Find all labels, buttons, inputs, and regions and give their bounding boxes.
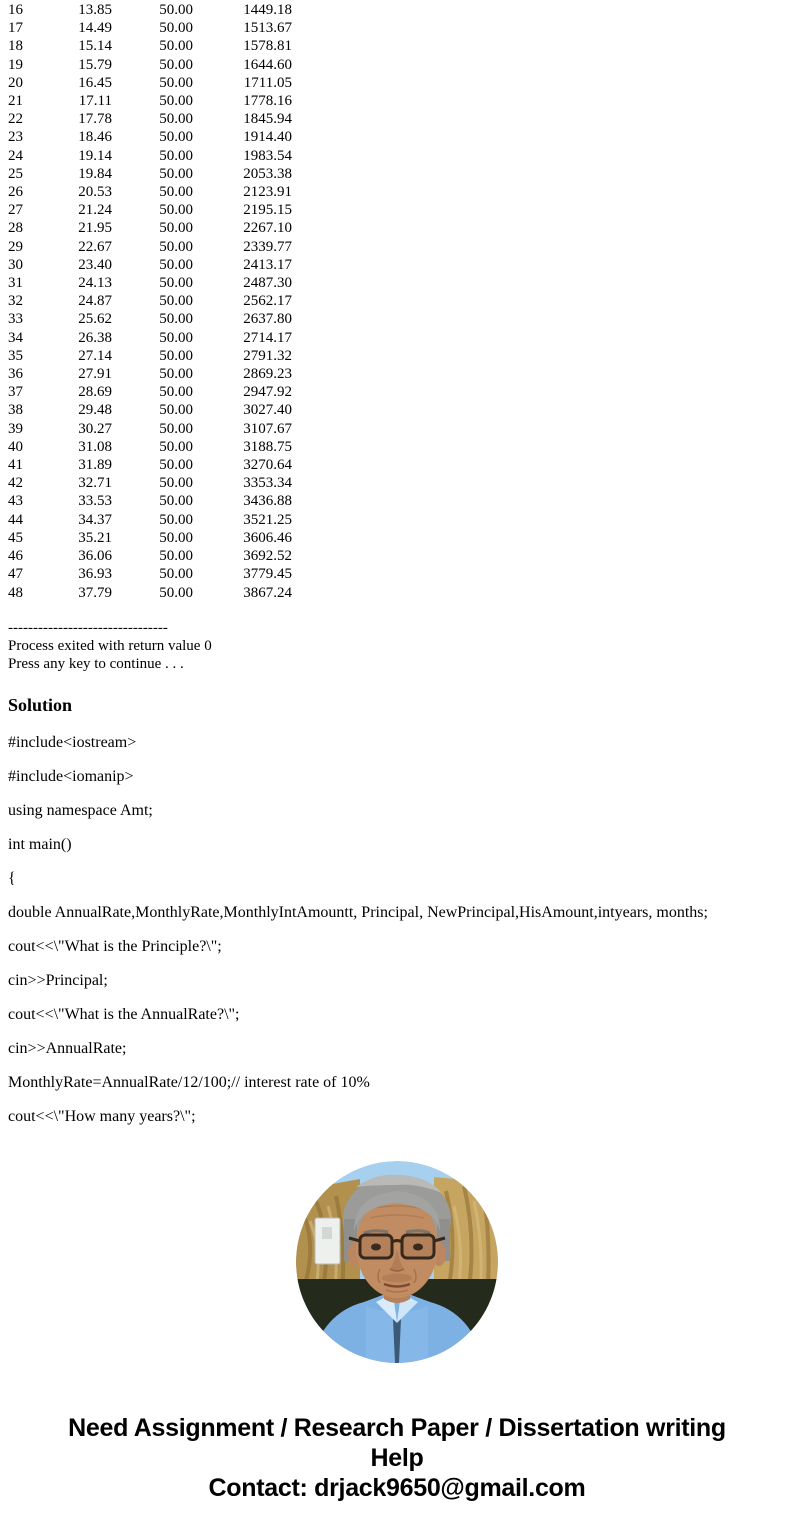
cell-deposit: 50.00	[159, 511, 193, 528]
cell-balance: 2267.10	[243, 220, 292, 237]
table-row	[8, 329, 794, 347]
table-row	[8, 201, 794, 219]
continue-message: Press any key to continue . . .	[8, 656, 184, 673]
cell-interest: 34.37	[78, 511, 112, 528]
cell-balance: 2413.17	[243, 256, 292, 273]
cell-month: 17	[8, 20, 23, 37]
cell-deposit: 50.00	[159, 74, 193, 91]
cell-interest: 29.48	[78, 402, 112, 419]
cell-interest: 14.49	[78, 20, 112, 37]
cell-balance: 1845.94	[243, 111, 292, 128]
code-line: cin>>Principal;	[8, 972, 108, 990]
cell-balance: 2123.91	[243, 184, 292, 201]
cell-month: 21	[8, 93, 23, 110]
cell-interest: 31.08	[78, 438, 112, 455]
cell-month: 37	[8, 384, 23, 401]
cell-month: 40	[8, 438, 23, 455]
table-row	[8, 584, 794, 602]
cell-balance: 3107.67	[243, 420, 292, 437]
table-row	[8, 365, 794, 383]
author-photo-illustration	[296, 1161, 498, 1363]
cell-interest: 22.67	[78, 238, 112, 255]
cell-deposit: 50.00	[159, 129, 193, 146]
table-row	[8, 56, 794, 74]
footer-cta	[47, 1413, 747, 1503]
cell-balance: 2339.77	[243, 238, 292, 255]
code-line: {	[8, 870, 16, 888]
cell-interest: 23.40	[78, 256, 112, 273]
table-row	[8, 92, 794, 110]
cell-deposit: 50.00	[159, 457, 193, 474]
cell-month: 24	[8, 147, 23, 164]
cell-balance: 3779.45	[243, 566, 292, 583]
cell-interest: 36.06	[78, 548, 112, 565]
cell-balance: 3436.88	[243, 493, 292, 510]
table-row	[8, 565, 794, 583]
cell-month: 18	[8, 38, 23, 55]
cell-interest: 31.89	[78, 457, 112, 474]
cell-month: 25	[8, 165, 23, 182]
cell-deposit: 50.00	[159, 220, 193, 237]
cell-month: 33	[8, 311, 23, 328]
code-line: cout<<\"What is the Principle?\";	[8, 938, 222, 956]
cell-deposit: 50.00	[159, 420, 193, 437]
table-row	[8, 274, 794, 292]
cell-balance: 1644.60	[243, 56, 292, 73]
cell-deposit: 50.00	[159, 20, 193, 37]
table-row	[8, 219, 794, 237]
cell-month: 36	[8, 366, 23, 383]
cell-month: 20	[8, 74, 23, 91]
cell-deposit: 50.00	[159, 311, 193, 328]
amortization-table	[8, 1, 794, 602]
code-line: using namespace Amt;	[8, 802, 153, 820]
table-row	[8, 383, 794, 401]
cell-deposit: 50.00	[159, 493, 193, 510]
code-line: int main()	[8, 836, 72, 854]
cta-heading: Need Assignment / Research Paper / Dissertation writing Help	[68, 1414, 726, 1473]
cell-balance: 1578.81	[243, 38, 292, 55]
table-row	[8, 401, 794, 419]
cell-month: 47	[8, 566, 23, 583]
cell-month: 44	[8, 511, 23, 528]
cell-deposit: 50.00	[159, 256, 193, 273]
cell-interest: 36.93	[78, 566, 112, 583]
cell-deposit: 50.00	[159, 438, 193, 455]
cell-deposit: 50.00	[159, 566, 193, 583]
cell-balance: 3027.40	[243, 402, 292, 419]
table-row	[8, 128, 794, 146]
console-output	[0, 0, 794, 673]
cell-deposit: 50.00	[159, 475, 193, 492]
cell-month: 46	[8, 548, 23, 565]
cell-balance: 3270.64	[243, 457, 292, 474]
table-row	[8, 292, 794, 310]
cell-month: 38	[8, 402, 23, 419]
cell-month: 22	[8, 111, 23, 128]
cell-balance: 2947.92	[243, 384, 292, 401]
cell-interest: 25.62	[78, 311, 112, 328]
table-row	[8, 110, 794, 128]
cell-interest: 28.69	[78, 384, 112, 401]
cell-deposit: 50.00	[159, 111, 193, 128]
table-row	[8, 492, 794, 510]
table-row	[8, 547, 794, 565]
cell-interest: 30.27	[78, 420, 112, 437]
cell-deposit: 50.00	[159, 548, 193, 565]
cell-month: 29	[8, 238, 23, 255]
table-row	[8, 438, 794, 456]
cell-interest: 21.24	[78, 202, 112, 219]
cell-balance: 3692.52	[243, 548, 292, 565]
table-row	[8, 183, 794, 201]
table-row	[8, 37, 794, 55]
cell-balance: 1983.54	[243, 147, 292, 164]
table-row	[8, 310, 794, 328]
cell-deposit: 50.00	[159, 347, 193, 364]
cell-deposit: 50.00	[159, 584, 193, 601]
cell-deposit: 50.00	[159, 184, 193, 201]
code-line: #include<iostream>	[8, 734, 137, 752]
table-row	[8, 147, 794, 165]
cell-month: 28	[8, 220, 23, 237]
table-row	[8, 456, 794, 474]
cell-balance: 1914.40	[243, 129, 292, 146]
cell-interest: 17.11	[78, 93, 112, 110]
code-line: double AnnualRate,MonthlyRate,MonthlyIntAmountt, Principal, NewPrincipal,HisAmount,intyears, months;	[8, 904, 708, 922]
cell-balance: 2487.30	[243, 275, 292, 292]
table-row	[8, 256, 794, 274]
cell-month: 45	[8, 529, 23, 546]
cell-interest: 27.91	[78, 366, 112, 383]
cell-month: 43	[8, 493, 23, 510]
cell-month: 35	[8, 347, 23, 364]
cell-balance: 3867.24	[243, 584, 292, 601]
cell-balance: 2791.32	[243, 347, 292, 364]
code-line: cout<<\"How many years?\";	[8, 1108, 196, 1126]
console-tail	[8, 619, 794, 674]
solution-heading: Solution	[8, 695, 73, 716]
cell-balance: 1449.18	[243, 2, 292, 18]
cell-interest: 27.14	[78, 347, 112, 364]
cell-deposit: 50.00	[159, 329, 193, 346]
cell-balance: 3606.46	[243, 529, 292, 546]
code-line: cin>>AnnualRate;	[8, 1040, 127, 1058]
cell-deposit: 50.00	[159, 165, 193, 182]
cell-interest: 17.78	[78, 111, 112, 128]
exit-message: Process exited with return value 0	[8, 637, 212, 654]
cell-interest: 26.38	[78, 329, 112, 346]
cell-deposit: 50.00	[159, 202, 193, 219]
cell-balance: 2053.38	[243, 165, 292, 182]
cell-interest: 21.95	[78, 220, 112, 237]
code-line: MonthlyRate=AnnualRate/12/100;// interest rate of 10%	[8, 1074, 370, 1092]
cell-interest: 35.21	[78, 529, 112, 546]
cell-deposit: 50.00	[159, 56, 193, 73]
cell-interest: 37.79	[78, 584, 112, 601]
code-line: #include<iomanip>	[8, 768, 134, 786]
cell-deposit: 50.00	[159, 366, 193, 383]
table-row	[8, 529, 794, 547]
code-block	[0, 733, 794, 1126]
cell-deposit: 50.00	[159, 384, 193, 401]
cell-month: 32	[8, 293, 23, 310]
cell-interest: 19.84	[78, 165, 112, 182]
table-row	[8, 511, 794, 529]
cell-month: 30	[8, 256, 23, 273]
table-row	[8, 347, 794, 365]
cell-interest: 15.14	[78, 38, 112, 55]
author-avatar	[296, 1161, 498, 1363]
cell-deposit: 50.00	[159, 147, 193, 164]
cell-balance: 1513.67	[243, 20, 292, 37]
cell-month: 19	[8, 56, 23, 73]
cell-interest: 24.87	[78, 293, 112, 310]
cell-interest: 19.14	[78, 147, 112, 164]
cell-month: 39	[8, 420, 23, 437]
table-row	[8, 474, 794, 492]
avatar-wrap	[0, 1161, 794, 1363]
cell-interest: 24.13	[78, 275, 112, 292]
cell-interest: 20.53	[78, 184, 112, 201]
cell-deposit: 50.00	[159, 238, 193, 255]
cell-balance: 1711.05	[243, 74, 292, 91]
cell-month: 31	[8, 275, 23, 292]
cell-interest: 16.45	[78, 74, 112, 91]
cell-interest: 33.53	[78, 493, 112, 510]
cell-interest: 18.46	[78, 129, 112, 146]
cell-balance: 2869.23	[243, 366, 292, 383]
cell-interest: 32.71	[78, 475, 112, 492]
cta-contact: Contact: drjack9650@gmail.com	[208, 1474, 586, 1503]
table-row	[8, 238, 794, 256]
cell-month: 16	[8, 2, 23, 18]
cell-month: 23	[8, 129, 23, 146]
cell-deposit: 50.00	[159, 402, 193, 419]
cell-month: 41	[8, 457, 23, 474]
cell-month: 27	[8, 202, 23, 219]
cell-month: 42	[8, 475, 23, 492]
cell-balance: 2714.17	[243, 329, 292, 346]
cell-balance: 3353.34	[243, 475, 292, 492]
cell-deposit: 50.00	[159, 529, 193, 546]
table-row	[8, 1, 794, 19]
cell-deposit: 50.00	[159, 38, 193, 55]
table-row	[8, 74, 794, 92]
cell-month: 34	[8, 329, 23, 346]
cell-balance: 2637.80	[243, 311, 292, 328]
cell-balance: 1778.16	[243, 93, 292, 110]
cell-month: 48	[8, 584, 23, 601]
cell-balance: 3188.75	[243, 438, 292, 455]
cell-balance: 2195.15	[243, 202, 292, 219]
table-row	[8, 420, 794, 438]
cell-balance: 3521.25	[243, 511, 292, 528]
cell-interest: 15.79	[78, 56, 112, 73]
cell-deposit: 50.00	[159, 275, 193, 292]
table-row	[8, 19, 794, 37]
code-line: cout<<\"What is the AnnualRate?\";	[8, 1006, 240, 1024]
cell-month: 26	[8, 184, 23, 201]
cell-deposit: 50.00	[159, 293, 193, 310]
table-row	[8, 165, 794, 183]
cell-interest: 13.85	[78, 2, 112, 18]
cell-deposit: 50.00	[159, 2, 193, 18]
cell-balance: 2562.17	[243, 293, 292, 310]
cell-deposit: 50.00	[159, 93, 193, 110]
separator-line: --------------------------------	[8, 619, 168, 636]
